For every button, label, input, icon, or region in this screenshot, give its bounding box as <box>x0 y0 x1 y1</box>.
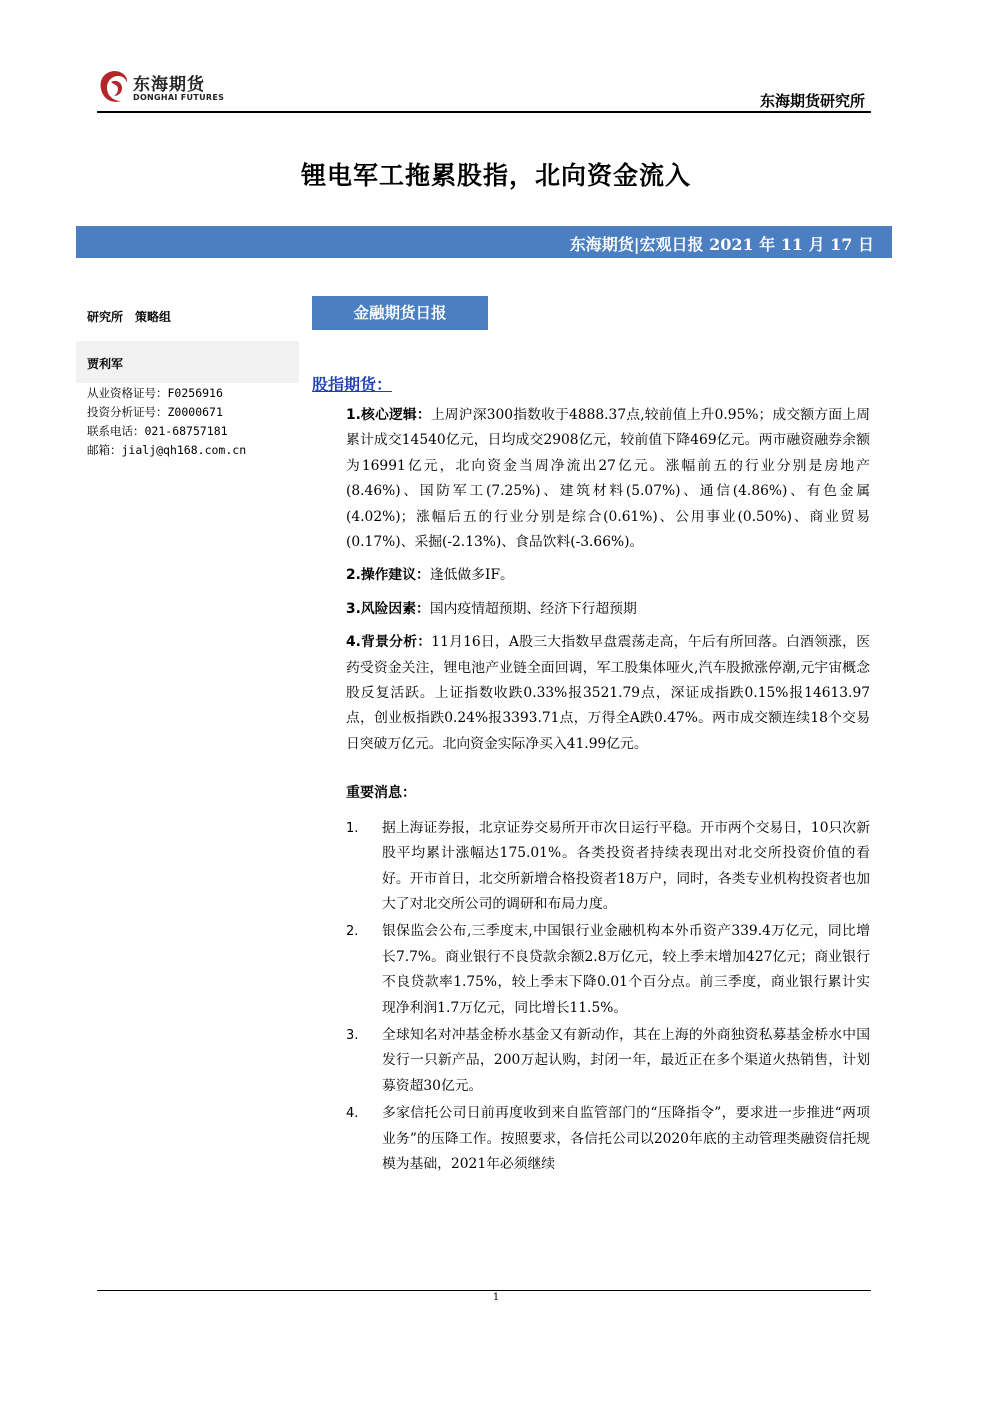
risk-label: 3.风险因素： <box>346 600 430 617</box>
report-banner <box>76 226 892 258</box>
report-banner-text: 东海期货|宏观日报 2021 年 11 月 17 日 <box>569 235 874 254</box>
qualification-number: 从业资格证号：F0256916 <box>87 386 223 400</box>
news-number: 2. <box>346 924 359 940</box>
news-number: 3. <box>346 1027 359 1043</box>
category-link-index-futures[interactable]: 股指期货： <box>312 375 393 394</box>
analyst-contact <box>76 384 299 460</box>
company-logo <box>97 66 237 110</box>
email-address: 邮箱：jialj@qh168.com.cn <box>87 443 247 457</box>
phone-number: 联系电话：021-68757181 <box>87 424 228 438</box>
page-number: 1 <box>492 1292 500 1303</box>
risk-text: 国内疫情超预期、经济下行超预期 <box>429 600 637 617</box>
suggestion-text: 逢低做多IF。 <box>429 567 514 584</box>
core-logic-label: 1.核心逻辑： <box>346 407 431 423</box>
suggestion-label: 2.操作建议： <box>346 567 430 584</box>
report-title: 锂电军工拖累股指，北向资金流入 <box>300 161 691 190</box>
logo-text-cn: 东海期货 <box>133 75 205 95</box>
risk-paragraph <box>346 597 870 622</box>
news-item <box>346 919 870 1021</box>
news-text: 银保监会公布,三季度末,中国银行业金融机构本外币资产339.4万亿元，同比增长7.7%。商业银行不良贷款余额2.8万亿元，较上季末增加427亿元；商业银行不良贷款率1.75%，较上季末下降0.01个百分点。前三季度，商业银行累计实现净利润1.7万亿元，同比增长11.5%。 <box>382 923 870 1016</box>
news-text: 多家信托公司日前再度收到来自监管部门的“压降指令”，要求进一步推进“两项业务”的压降工作。按照要求，各信托公司以2020年底的主动管理类融资信托规模为基础，2021年必须继续 <box>382 1105 870 1172</box>
author-sidebar <box>76 300 299 460</box>
news-number: 4. <box>346 1106 359 1122</box>
news-item <box>346 1023 870 1099</box>
section-label-financial-futures: 金融期货日报 <box>312 296 488 330</box>
footer-divider <box>97 1290 871 1291</box>
analyst-name: 贾利军 <box>87 357 124 371</box>
department-label: 研究所 策略组 <box>87 310 172 324</box>
report-body <box>346 403 870 1179</box>
news-item <box>346 1101 870 1177</box>
donghai-logo-icon <box>97 68 131 108</box>
core-logic-text: 上周沪深300指数收于4888.37点,较前值上升0.95%；成交额方面上周累计成交14540亿元，日均成交2908亿元，较前值下降469亿元。两市融资融券余额为16991亿元，北向资金当周净流出27亿元。涨幅前五的行业分别是房地产(8.46%)、国防军工(7.25%)、建筑材料(5.07%)、通信(4.86%)、有色金属(4.02%)；涨幅后五的行业分别是综合(0.61%)、公用事业(0.50%)、商业贸易(0.17%)、采掘(-2.13%)、食品饮料(-3.66%)。 <box>346 407 871 551</box>
analyst-box <box>76 341 299 383</box>
news-text: 据上海证券报，北京证券交易所开市次日运行平稳。开市两个交易日，10只次新股平均累计涨幅达175.01%。各类投资者持续表现出对北交所投资价值的看好。开市首日，北交所新增合格投资者18万户，同时，各类专业机构投资者也加大了对北交所公司的调研和布局力度。 <box>382 819 870 912</box>
background-paragraph <box>346 630 870 757</box>
news-item <box>346 816 870 918</box>
logo-text-en: DONGHAI FUTURES <box>133 93 225 102</box>
background-label: 4.背景分析： <box>346 634 432 651</box>
header-divider <box>97 111 871 113</box>
news-text: 全球知名对冲基金桥水基金又有新动作，其在上海的外商独资私募基金桥水中国发行一只新产品，200万起认购，封闭一年，最近正在多个渠道火热销售，计划募资超30亿元。 <box>382 1026 870 1094</box>
background-text: 11月16日，A股三大指数早盘震荡走高，午后有所回落。白酒领涨，医药受资金关注，锂电池产业链全面回调，军工股集体哑火,汽车股掀涨停潮,元宇宙概念股反复活跃。上证指数收跌0.33%报3521.79点，深证成指跌0.15%报14613.97点，创业板指跌0.24%报3393.71点，万得全A跌0.47%。两市成交额连续18个交易日突破万亿元。北向资金实际净买入41.99亿元。 <box>346 634 871 752</box>
core-logic-paragraph <box>346 403 870 555</box>
news-number: 1. <box>346 820 359 836</box>
news-heading: 重要消息： <box>346 785 416 802</box>
header-org-name: 东海期货研究所 <box>759 92 865 110</box>
suggestion-paragraph <box>346 563 870 588</box>
investment-advisory-number: 投资分析证号：Z0000671 <box>87 405 223 419</box>
